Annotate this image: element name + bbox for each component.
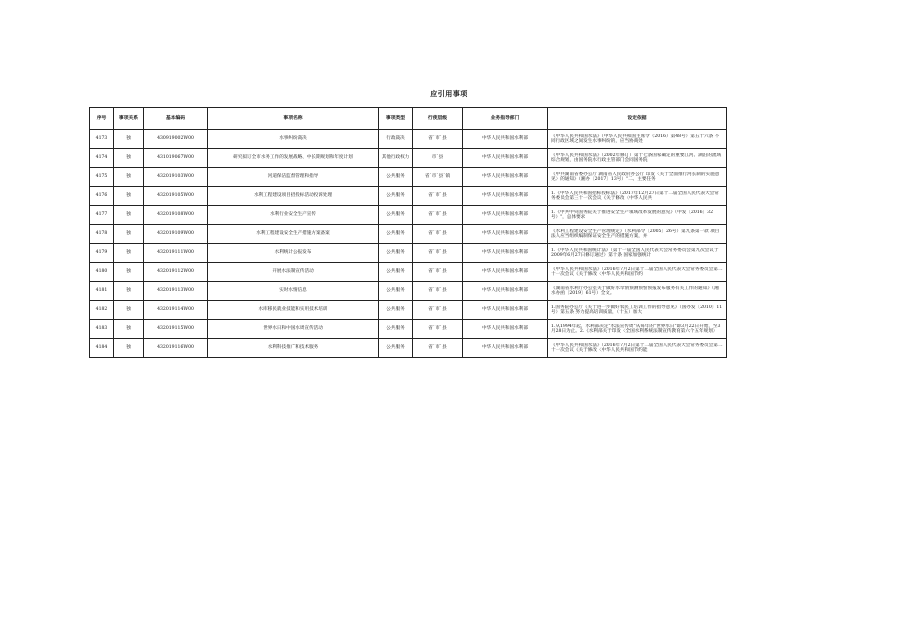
cell-basis	[548, 168, 727, 187]
cell-level: 省`市`县	[413, 339, 463, 358]
basis-text: 《中共湖南省委办公厅 湖南省人民政府办公厅 印发〈关于全面推行河长制的实施意见〉的通知》（湘办〔2017〕13号）"二、主要任务	[551, 171, 720, 182]
cell-name: 河道保洁监督管理和指导	[208, 168, 379, 187]
cell-dept: 中华人民共和国水利部	[463, 301, 548, 320]
header-name: 事项名称	[208, 108, 379, 130]
basis-text: 1.《中华人民共和国招标投标法》（2017年12月27日第十二届全国人民代表大会常务委员会第三十一次会议《关于修改〈中华人民共	[551, 190, 719, 201]
cell-seq: 4178	[90, 225, 114, 244]
cell-name: 水利统计公报发布	[208, 244, 379, 263]
cell-type: 其他行政权力	[379, 149, 413, 168]
basis-text: 1.《中华人民共和国统计法》（第十一届全国人民代表大会常务委员会第九次会议于2009年6月27日修订通过）第十条 国家加强统计	[551, 247, 719, 258]
cell-level: 省`市`县	[413, 206, 463, 225]
cell-code: 430919002W00	[144, 130, 208, 149]
cell-level: 省`市`县	[413, 320, 463, 339]
cell-code: 432019103W00	[144, 168, 208, 187]
cell-level: 省`市`县	[413, 282, 463, 301]
table-row	[90, 282, 727, 301]
cell-seq: 4173	[90, 130, 114, 149]
cell-relation: 独	[114, 339, 144, 358]
cell-code: 432019105W00	[144, 187, 208, 206]
header-level: 行使层级	[413, 108, 463, 130]
cell-basis	[548, 130, 727, 149]
cell-relation: 独	[114, 301, 144, 320]
cell-type: 公共服务	[379, 339, 413, 358]
basis-text: 1.国务院办公厅《关于进一步做好农民工培训工作的指导意见》（国办发〔2010〕11号）第五条 努力提高培训质量，（十五）加大	[551, 304, 723, 315]
cell-level: 市`县	[413, 149, 463, 168]
cell-basis	[548, 282, 727, 301]
table-row	[90, 301, 727, 320]
cell-relation: 独	[114, 187, 144, 206]
cell-seq: 4182	[90, 301, 114, 320]
cell-code: 432019109W00	[144, 225, 208, 244]
cell-name: 世界水日和中国水周宣传活动	[208, 320, 379, 339]
table-row	[90, 130, 727, 149]
cell-code: 432019111W00	[144, 244, 208, 263]
basis-text: 《中华人民共和国水法》（2016年7月2日第十二届全国人民代表大会常务委员会第二十一次会议《关于修改〈中华人民共和国节约能	[551, 342, 723, 353]
basis-text: 《中华人民共和国水法》（2016年7月2日第十二届全国人民代表大会常务委员会第二十一次会议《关于修改〈中华人民共和国节约	[551, 266, 723, 277]
cell-type: 公共服务	[379, 244, 413, 263]
cell-basis	[548, 206, 727, 225]
cell-seq: 4183	[90, 320, 114, 339]
cell-basis	[548, 244, 727, 263]
table-row	[90, 168, 727, 187]
header-relation: 事项关系	[114, 108, 144, 130]
cell-relation: 独	[114, 263, 144, 282]
cell-level: 省`市`县	[413, 187, 463, 206]
cell-relation: 独	[114, 282, 144, 301]
cell-name: 水事纠纷裁决	[208, 130, 379, 149]
cell-seq: 4177	[90, 206, 114, 225]
cell-type: 公共服务	[379, 320, 413, 339]
table-row	[90, 187, 727, 206]
cell-type: 公共服务	[379, 206, 413, 225]
header-dept: 业务指导部门	[463, 108, 548, 130]
cell-relation: 独	[114, 168, 144, 187]
cell-name: 水利工程建设项目招投标活动投诉处理	[208, 187, 379, 206]
cell-level: 省`市`县	[413, 130, 463, 149]
basis-text: 1.从1994年起，水利部决定"水法宣传周"从每年的"世界水日"即3月22日开始，至3月28日为止。2.《水利部关于印发〈全国水利系统法制宣传教育第六个五年规划〉	[551, 323, 721, 334]
cell-type: 公共服务	[379, 263, 413, 282]
cell-seq: 4181	[90, 282, 114, 301]
cell-dept: 中华人民共和国水利部	[463, 263, 548, 282]
cell-name: 开展水法制宣传活动	[208, 263, 379, 282]
page-title: 应引用事项	[430, 90, 468, 98]
cell-seq: 4179	[90, 244, 114, 263]
cell-dept: 中华人民共和国水利部	[463, 206, 548, 225]
cell-dept: 中华人民共和国水利部	[463, 168, 548, 187]
cell-relation: 独	[114, 149, 144, 168]
table-row	[90, 149, 727, 168]
header-seq: 序号	[90, 108, 114, 130]
cell-basis	[548, 225, 727, 244]
basis-text: 《湖南省水利厅办公室关于做好水旱情预测预警预报发布服务有关工作的通知》（湘水办函〔2019〕61号）全文。	[551, 285, 719, 296]
basis-text: 《中华人民共和国水法》（中华人民共和国主席令（2016）第48号）第五十六条 不同行政区域之间发生水事纠纷的，应当协商处	[551, 133, 720, 144]
cell-code: 431019067W00	[144, 149, 208, 168]
cell-basis	[548, 301, 727, 320]
cell-level: 省`市`县	[413, 225, 463, 244]
cell-dept: 中华人民共和国水利部	[463, 244, 548, 263]
cell-name: 实时水情信息	[208, 282, 379, 301]
cell-name: 水利行业安全生产宣传	[208, 206, 379, 225]
cell-dept: 中华人民共和国水利部	[463, 130, 548, 149]
cell-dept: 中华人民共和国水利部	[463, 339, 548, 358]
cell-basis	[548, 149, 727, 168]
cell-seq: 4175	[90, 168, 114, 187]
cell-dept: 中华人民共和国水利部	[463, 187, 548, 206]
cell-basis	[548, 263, 727, 282]
cell-code: 432019108W00	[144, 206, 208, 225]
cell-code: 432019114W00	[144, 301, 208, 320]
cell-level: 省`市`县	[413, 301, 463, 320]
cell-basis	[548, 320, 727, 339]
cell-dept: 中华人民共和国水利部	[463, 282, 548, 301]
cell-type: 公共服务	[379, 225, 413, 244]
table-row	[90, 244, 727, 263]
basis-text: 1.《中共中央国务院关于推进安全生产领域改革发展的意见》（中发〔2016〕32号）"，总体要求	[551, 209, 714, 220]
cell-code: 432019115W00	[144, 320, 208, 339]
cell-code: 432019113W00	[144, 282, 208, 301]
table-row	[90, 206, 727, 225]
cell-name: 水利科技推广和技术服务	[208, 339, 379, 358]
cell-type: 公共服务	[379, 282, 413, 301]
cell-relation: 独	[114, 130, 144, 149]
cell-relation: 独	[114, 206, 144, 225]
header-type: 事项类型	[379, 108, 413, 130]
header-basis: 设定依据	[548, 108, 727, 130]
cell-type: 公共服务	[379, 301, 413, 320]
basis-text: 《水利工程建设安全生产管理规定》（水利部令〔2005〕26号）第九条第一款 项目法人应当组织编制保证安全生产的措施方案，并	[551, 228, 720, 239]
items-table	[89, 107, 727, 358]
table-header-row	[90, 108, 727, 130]
cell-name: 水库移民就业技能和实用技术培训	[208, 301, 379, 320]
cell-dept: 中华人民共和国水利部	[463, 320, 548, 339]
cell-relation: 独	[114, 320, 144, 339]
cell-code: 432019112W00	[144, 263, 208, 282]
cell-name: 水利工程建设安全生产措施方案备案	[208, 225, 379, 244]
cell-level: 省`市`县`镇	[413, 168, 463, 187]
cell-type: 公共服务	[379, 187, 413, 206]
cell-seq: 4184	[90, 339, 114, 358]
cell-name: 研究拟订全市水务工作的发展战略、中长期规划和年度计划	[208, 149, 379, 168]
cell-basis	[548, 339, 727, 358]
cell-type: 行政裁决	[379, 130, 413, 149]
cell-relation: 独	[114, 225, 144, 244]
cell-level: 省`市`县	[413, 244, 463, 263]
cell-basis	[548, 187, 727, 206]
header-code: 基本编码	[144, 108, 208, 130]
table-row	[90, 320, 727, 339]
cell-seq: 4176	[90, 187, 114, 206]
cell-seq: 4174	[90, 149, 114, 168]
cell-code: 432019116W00	[144, 339, 208, 358]
cell-dept: 中华人民共和国水利部	[463, 149, 548, 168]
table-row	[90, 339, 727, 358]
cell-type: 公共服务	[379, 168, 413, 187]
table-row	[90, 263, 727, 282]
basis-text: 《中华人民共和国水法》（2002年修订）第十七条国家确定的重要江河、湖泊的流域综合规划，由国务院水行政主管部门会同国务院	[551, 152, 722, 163]
cell-dept: 中华人民共和国水利部	[463, 225, 548, 244]
cell-relation: 独	[114, 244, 144, 263]
cell-level: 省`市`县	[413, 263, 463, 282]
table-row	[90, 225, 727, 244]
cell-seq: 4180	[90, 263, 114, 282]
